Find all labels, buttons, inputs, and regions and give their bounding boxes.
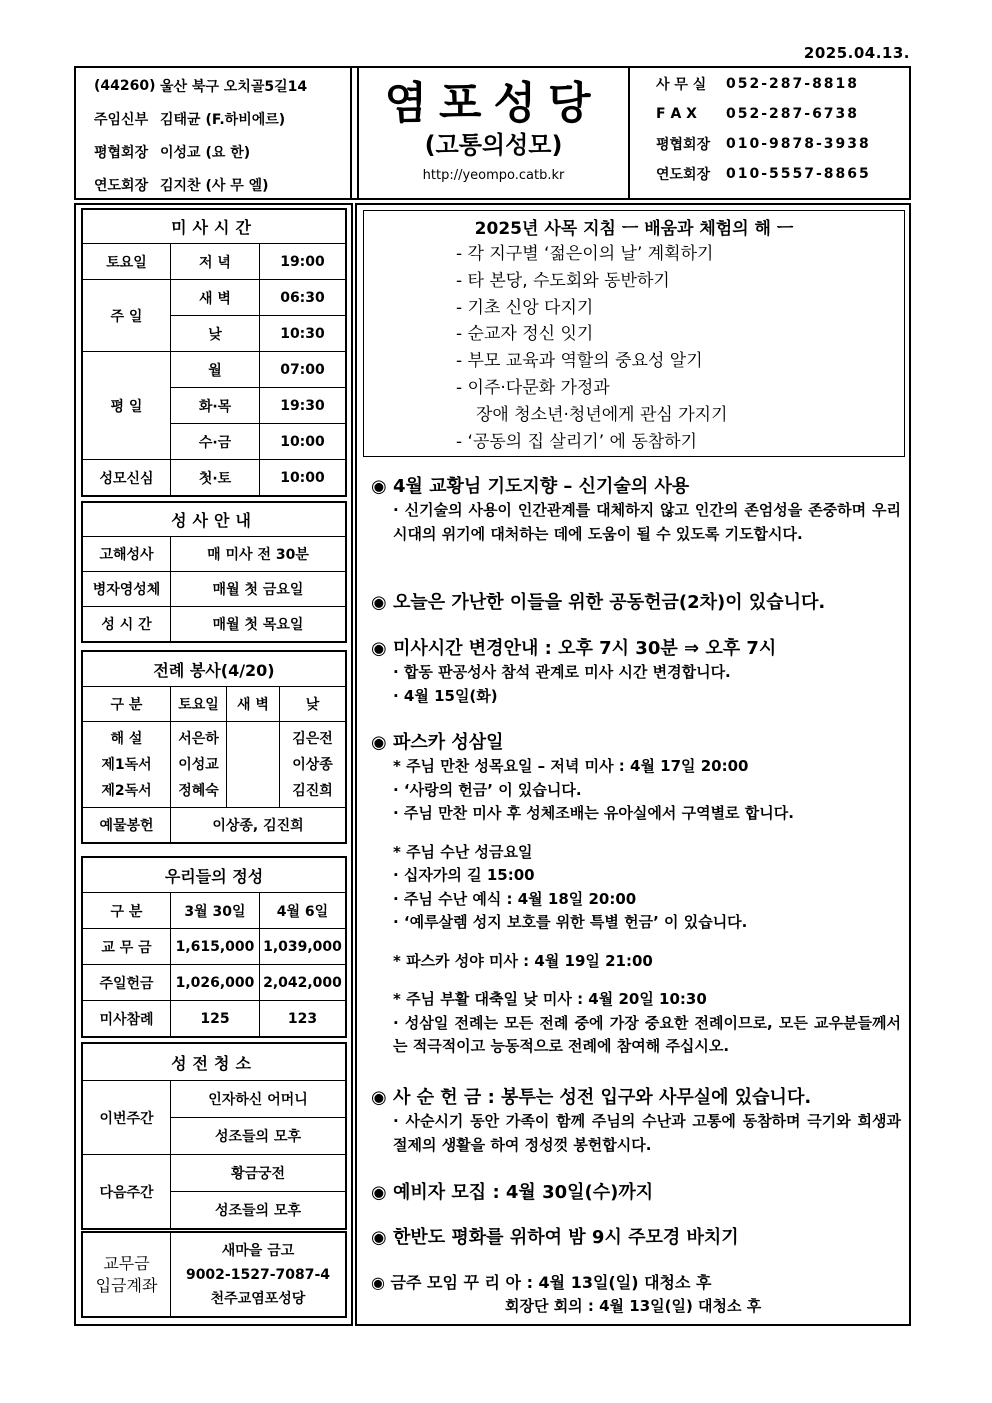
cleaning-group: 성조들의 모후	[171, 1192, 346, 1229]
notice-heading: ◉ 파스카 성삼일	[371, 732, 504, 753]
parish-title: 염포성당	[384, 78, 603, 129]
policy-item: - 부모 교육과 역할의 중요성 알기	[456, 351, 703, 372]
policy-item: - ‘공동의 집 살리기’ 에 동참하기	[456, 431, 698, 452]
notice-mass-change	[371, 637, 901, 708]
sacrament-value: 매월 첫 목요일	[171, 607, 346, 642]
mass-when: 새 벽	[171, 280, 260, 316]
parish-url[interactable]: http://yeompo.catb.kr	[422, 168, 565, 183]
mass-time: 10:00	[260, 460, 346, 496]
notice-heading: ◉ 금주 모임 꾸 리 아 : 4월 13일(일) 대청소 후	[371, 1273, 712, 1292]
contact-label: 평협회장	[656, 137, 711, 153]
mass-when: 화·목	[171, 388, 260, 424]
giving-value: 2,042,000	[260, 965, 346, 1001]
sacrament-table	[82, 502, 346, 642]
mass-time: 10:00	[260, 424, 346, 460]
liturgy-saturday: 서은하 이성교 정혜숙	[171, 722, 227, 808]
parish-subtitle: (고통의성모)	[424, 131, 563, 159]
info-row	[76, 170, 350, 200]
notice-body: · ‘예루살렘 성지 보호를 위한 특별 헌금’ 이 있습니다.	[393, 913, 748, 931]
info-label: 연도회장	[94, 178, 149, 194]
notice-body: * 파스카 성야 미사 : 4월 19일 21:00	[393, 951, 653, 970]
contact-label: 사 무 실	[656, 77, 707, 93]
notice-body: · 합동 판공성사 참석 관계로 미사 시간 변경합니다.	[393, 663, 731, 681]
cleaning-group: 황금궁전	[171, 1155, 346, 1192]
mass-when: 월	[171, 352, 260, 388]
policy-item: - 타 본당, 수도회와 동반하기	[456, 270, 670, 291]
liturgy-roles: 해 설 제1독서 제2독서	[83, 722, 171, 808]
sacrament-value: 매 미사 전 30분	[171, 537, 346, 572]
info-value: 울산 북구 오치골5길14	[160, 79, 308, 95]
notice-peace-prayer	[371, 1226, 901, 1250]
mass-when: 첫·토	[171, 460, 260, 496]
notice-body: · 신기술의 사용이 인간관계를 대체하지 않고 인간의 존엄성을 존중하며 우리 시대의 위기에 대처하는 데에 도움이 될 수 있도록 기도합시다.	[393, 501, 901, 543]
cleaning-week-label: 다음주간	[83, 1155, 171, 1229]
notice-body: 회장단 회의 : 4월 13일(일) 대청소 후	[505, 1297, 762, 1315]
giving-value: 125	[171, 1001, 260, 1037]
cleaning-week-label: 이번주간	[83, 1081, 171, 1155]
liturgy-dawn	[227, 722, 280, 808]
liturgy-head: 토요일	[171, 687, 227, 722]
notice-heading: ◉ 예비자 모집 : 4월 30일(수)까지	[371, 1182, 654, 1203]
notice-heading: ◉ 4월 교황님 기도지향 – 신기술의 사용	[371, 476, 690, 497]
giving-title: 우리들의 정성	[83, 858, 346, 893]
notice-heading: ◉ 미사시간 변경안내 : 오후 7시 30분 ⇒ 오후 7시	[371, 638, 777, 659]
mass-day: 토요일	[83, 244, 171, 280]
giving-head: 4월 6일	[260, 893, 346, 929]
mass-time: 19:00	[260, 244, 346, 280]
contact-row	[636, 160, 909, 188]
mass-day: 평 일	[83, 352, 171, 460]
contact-label: F A X	[656, 106, 697, 122]
policy-item: - 이주·다문화 가정과	[456, 377, 610, 398]
notice-body: · 성삼일 전례는 모든 전례 중에 가장 중요한 전례이므로, 모든 교우분들께서는 적극적이고 능동적으로 전례에 참여해 주십시오.	[393, 1013, 901, 1055]
notice-body: * 주님 수난 성금요일	[393, 842, 533, 861]
info-label: (44260)	[94, 78, 156, 94]
sacrament-label: 고해성사	[83, 537, 171, 572]
info-row	[76, 137, 350, 167]
giving-box	[81, 856, 347, 1038]
notice-body: · 주님 수난 예식 : 4월 18일 20:00	[393, 889, 637, 908]
policy-title: 2025년 사목 지침 ㅡ 배움과 체험의 해 ㅡ	[474, 219, 794, 239]
cleaning-title: 성전청소	[83, 1044, 346, 1081]
giving-value: 1,615,000	[171, 929, 260, 965]
liturgy-box	[81, 650, 347, 844]
contact-row	[636, 100, 909, 128]
notice-body: · 사순시기 동안 가족이 함께 주님의 수난과 고통에 동참하며 극기와 희생과 절제의 생활을 하여 정성껏 봉헌합시다.	[393, 1112, 901, 1154]
mass-time: 19:30	[260, 388, 346, 424]
giving-label: 주일헌금	[83, 965, 171, 1001]
notice-paschal-triduum	[371, 731, 901, 1059]
notice-body: · 4월 15일(화)	[393, 686, 498, 705]
giving-label: 미사참례	[83, 1001, 171, 1037]
mass-when: 수·금	[171, 424, 260, 460]
sacrament-box	[81, 501, 347, 643]
policy-item: 장애 청소년·청년에게 관심 가지기	[476, 404, 728, 425]
info-label: 주임신부	[94, 112, 149, 128]
liturgy-head: 낮	[280, 687, 346, 722]
liturgy-head: 구 분	[83, 687, 171, 722]
giving-value: 1,026,000	[171, 965, 260, 1001]
info-label: 평협회장	[94, 145, 149, 161]
notice-body: · ‘사랑의 헌금’ 이 있습니다.	[393, 780, 582, 799]
notice-lent-offering	[371, 1086, 901, 1157]
liturgy-title: 전례 봉사(4/20)	[83, 652, 346, 687]
notice-catechumen	[371, 1181, 901, 1205]
sacrament-value: 매월 첫 금요일	[171, 572, 346, 607]
policy-item: - 각 지구별 ‘젊은이의 날’ 계획하기	[456, 244, 714, 264]
contact-number: 052-287-6738	[726, 106, 860, 122]
giving-value: 123	[260, 1001, 346, 1037]
mass-times-title: 미사시간	[83, 210, 346, 244]
sacrament-label: 성 시 간	[83, 607, 171, 642]
cleaning-table	[82, 1043, 346, 1229]
info-row	[76, 104, 350, 134]
mass-times-table	[82, 209, 346, 496]
policy-item: - 순교자 정신 잇기	[456, 324, 594, 345]
pastoral-policy-box	[363, 210, 905, 457]
giving-head: 3월 30일	[171, 893, 260, 929]
mass-when: 저 녁	[171, 244, 260, 280]
mass-day: 주 일	[83, 280, 171, 352]
parish-title-block	[357, 68, 630, 198]
mass-time: 10:30	[260, 316, 346, 352]
contact-number: 010-5557-8865	[726, 166, 871, 182]
mass-time: 07:00	[260, 352, 346, 388]
contact-number: 010-9878-3938	[726, 136, 871, 152]
liturgy-table	[82, 651, 346, 843]
cleaning-group: 성조들의 모후	[171, 1118, 346, 1155]
giving-head: 구 분	[83, 893, 171, 929]
account-value: 새마을 금고 9002-1527-7087-4 천주교염포성당	[171, 1233, 346, 1317]
notice-heading: ◉ 오늘은 가난한 이들을 위한 공동헌금(2차)이 있습니다.	[371, 592, 826, 613]
notice-meetings	[371, 1271, 901, 1319]
left-column	[74, 203, 353, 1326]
notice-body: · 십자가의 길 15:00	[393, 866, 535, 884]
account-label: 교무금 입금계좌	[83, 1233, 171, 1317]
mass-time: 06:30	[260, 280, 346, 316]
info-row	[76, 71, 350, 101]
info-value: 김태균 (F.하비에르)	[160, 112, 286, 128]
giving-label: 교 무 금	[83, 929, 171, 965]
notice-collection	[371, 591, 901, 615]
contact-info	[636, 68, 909, 198]
account-table	[82, 1232, 346, 1317]
mass-day: 성모신심	[83, 460, 171, 496]
bulletin-date: 2025.04.13.	[803, 44, 910, 62]
cleaning-box	[81, 1042, 347, 1230]
offering-value: 이상종, 김진희	[171, 808, 346, 843]
contact-row	[636, 130, 909, 158]
liturgy-head: 새 벽	[227, 687, 280, 722]
header	[74, 66, 911, 200]
offering-label: 예물봉헌	[83, 808, 171, 843]
mass-times-box	[81, 208, 347, 497]
giving-value: 1,039,000	[260, 929, 346, 965]
liturgy-day: 김은전 이상종 김진희	[280, 722, 346, 808]
notice-body: · 주님 만찬 미사 후 성체조배는 유아실에서 구역별로 합니다.	[393, 804, 794, 822]
notice-body: * 주님 부활 대축일 낮 미사 : 4월 20일 10:30	[393, 990, 707, 1008]
sacrament-title: 성사안내	[83, 503, 346, 537]
mass-when: 낮	[171, 316, 260, 352]
notice-prayer-intention	[371, 475, 901, 546]
contact-label: 연도회장	[656, 167, 711, 183]
sacrament-label: 병자영성체	[83, 572, 171, 607]
parish-info	[76, 68, 352, 198]
contact-row	[636, 70, 909, 98]
info-value: 이성교 (요 한)	[160, 145, 251, 161]
info-value: 김지찬 (사 무 엘)	[160, 178, 269, 194]
account-box	[81, 1231, 347, 1318]
contact-number: 052-287-8818	[726, 76, 860, 92]
cleaning-group: 인자하신 어머니	[171, 1081, 346, 1118]
notice-heading: ◉ 사 순 헌 금 : 봉투는 성전 입구와 사무실에 있습니다.	[371, 1087, 812, 1108]
giving-table	[82, 857, 346, 1037]
right-column	[355, 203, 911, 1326]
notice-heading: ◉ 한반도 평화를 위하여 밤 9시 주모경 바치기	[371, 1227, 739, 1248]
notice-body: * 주님 만찬 성목요일 – 저녁 미사 : 4월 17일 20:00	[393, 757, 749, 775]
policy-item: - 기초 신앙 다지기	[456, 297, 594, 318]
